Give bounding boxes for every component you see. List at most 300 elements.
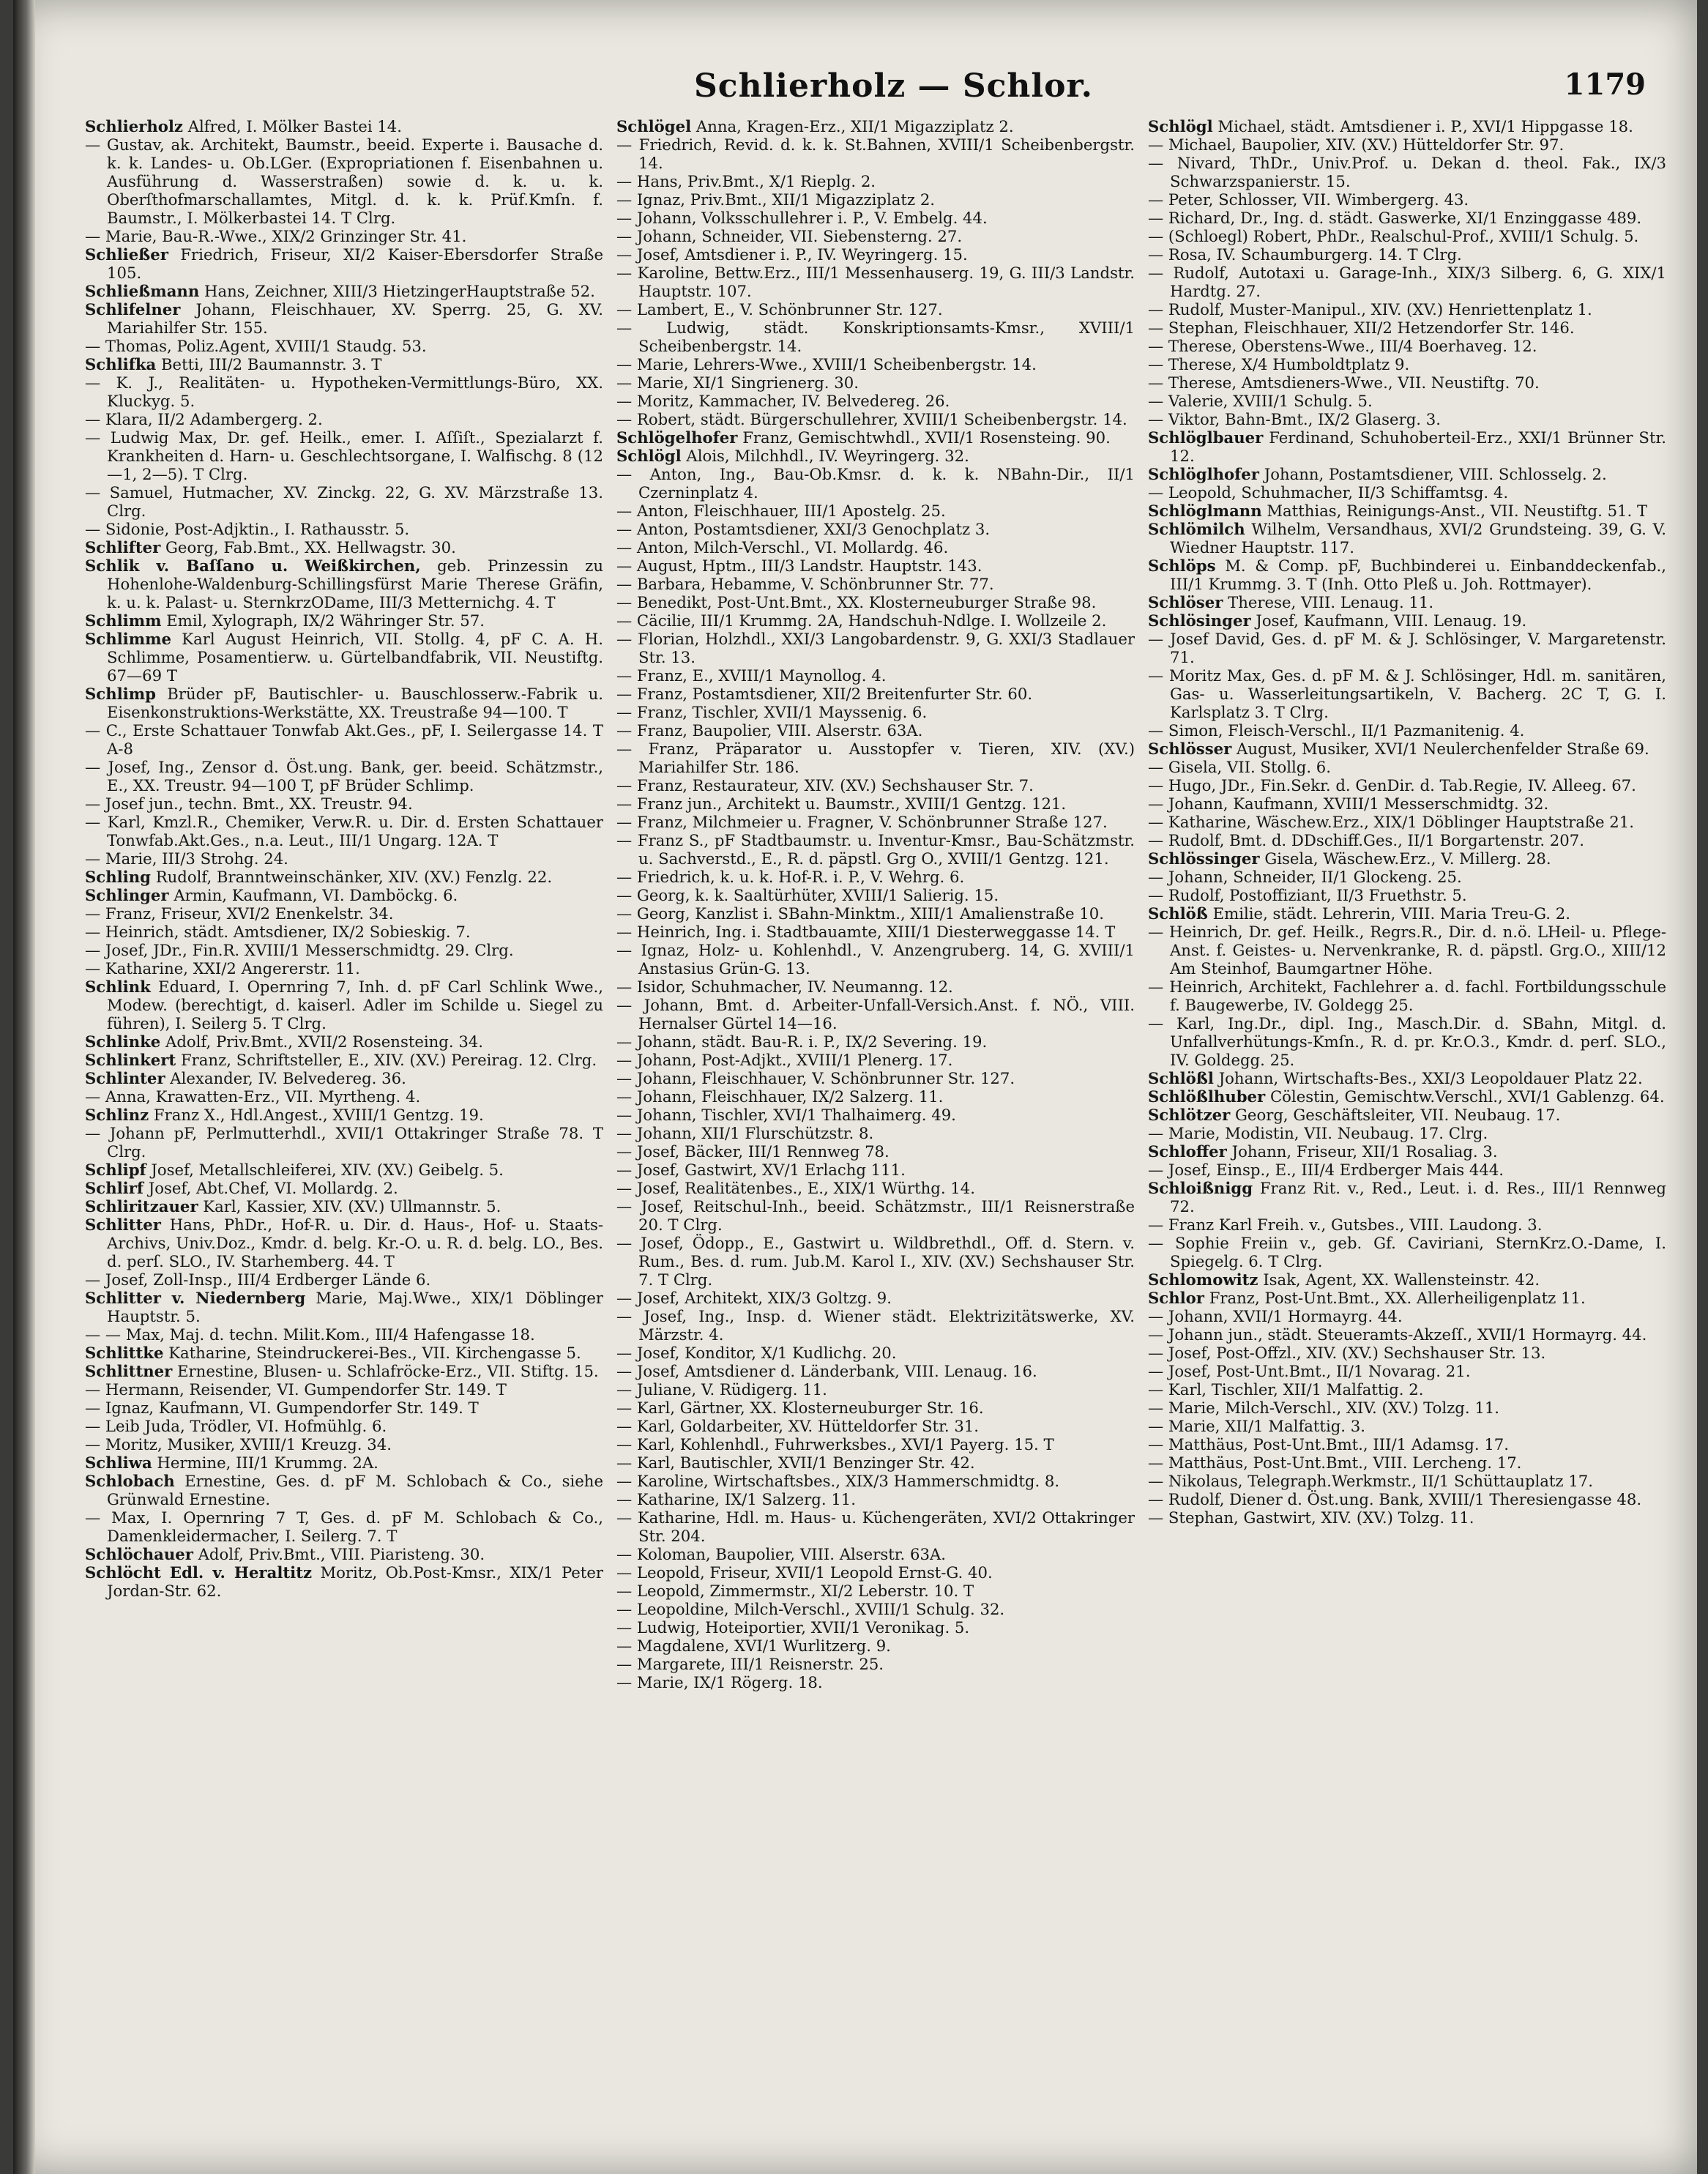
entry-details: — Johann, städt. Bau-R. i. P., IX/2 Severing. 19. bbox=[616, 1032, 988, 1051]
directory-entry bbox=[1148, 666, 1666, 721]
directory-entry bbox=[616, 1051, 1135, 1069]
directory-entry bbox=[1148, 1380, 1666, 1399]
directory-entry bbox=[616, 447, 1135, 465]
entry-details: — Johann, Kaufmann, XVIII/1 Messerschmidtg. 32. bbox=[1148, 794, 1549, 813]
directory-entry bbox=[85, 1435, 603, 1453]
directory-entry bbox=[616, 428, 1135, 447]
directory-entry bbox=[616, 172, 1135, 190]
entry-surname: Schlinke bbox=[85, 1032, 161, 1051]
directory-entry bbox=[1148, 227, 1666, 245]
entry-surname: Schlitter v. Niedernberg bbox=[85, 1289, 306, 1307]
entry-details: — Franz, Tischler, XVII/1 Mayssenig. 6. bbox=[616, 703, 928, 721]
entry-details: — Anton, Ing., Bau-Ob.Kmsr. d. k. k. NBahn-Dir., II/1 Czerninplatz 4. bbox=[616, 465, 1135, 502]
entry-details: — Anton, Postamtsdiener, XXI/3 Genochplatz 3. bbox=[616, 520, 991, 538]
entry-details: — August, Hptm., III/3 Landstr. Hauptstr. 143. bbox=[616, 556, 982, 575]
entry-details: — K. J., Realitäten- u. Hypotheken-Vermittlungs-Büro, XX. Kluckyg. 5. bbox=[85, 373, 603, 410]
directory-entry bbox=[1148, 1344, 1666, 1362]
entry-surname: Schlimp bbox=[85, 685, 156, 703]
directory-entry bbox=[1148, 465, 1666, 483]
entry-details: — Johann jun., städt. Steueramts-Akzeſſ., XVII/1 Hormayrg. 44. bbox=[1148, 1325, 1647, 1344]
directory-entry bbox=[1148, 483, 1666, 502]
entry-details: — Max, I. Opernring 7 T, Ges. d. pF M. Schlobach & Co., Damenkleidermacher, I. Seilerg. 7. T bbox=[85, 1508, 603, 1545]
directory-entry bbox=[1148, 556, 1666, 593]
column-middle bbox=[616, 117, 1135, 2138]
directory-entry bbox=[85, 428, 603, 483]
directory-entry bbox=[85, 1124, 603, 1161]
entry-details: Brüder pF, Bautischler- u. Bauschlosserw.-Fabrik u. Eisenkonstruktions-Werkstätte, XX. Treustraße 94—100. T bbox=[107, 685, 603, 721]
directory-entry bbox=[1148, 593, 1666, 611]
entry-details: Georg, Geschäftsleiter, VII. Neubaug. 17. bbox=[1235, 1106, 1561, 1124]
entry-details: — Josef, Post-Unt.Bmt., II/1 Novarag. 21. bbox=[1148, 1362, 1471, 1380]
entry-details: — Karoline, Bettw.Erz., III/1 Messenhauserg. 19, G. III/3 Landstr. Hauptstr. 107. bbox=[616, 264, 1135, 300]
entry-details: — Richard, Dr., Ing. d. städt. Gaswerke, XI/1 Enzinggasse 489. bbox=[1148, 209, 1642, 227]
directory-entry bbox=[1148, 355, 1666, 373]
entry-details: — Rudolf, Bmt. d. DDschiff.Ges., II/1 Borgartenstr. 207. bbox=[1148, 831, 1584, 849]
entry-details: — Leib Juda, Trödler, VI. Hofmühlg. 6. bbox=[85, 1417, 387, 1435]
directory-entry bbox=[1148, 1490, 1666, 1508]
entry-surname: Schlifelner bbox=[85, 300, 181, 319]
directory-entry bbox=[616, 1344, 1135, 1362]
directory-entry bbox=[85, 1417, 603, 1435]
directory-entry bbox=[85, 721, 603, 758]
directory-entry bbox=[1148, 1362, 1666, 1380]
directory-entry bbox=[616, 813, 1135, 831]
entry-details: — Franz, E., XVIII/1 Maynollog. 4. bbox=[616, 666, 887, 685]
directory-entry bbox=[616, 1197, 1135, 1234]
directory-entry bbox=[1148, 813, 1666, 831]
directory-entry bbox=[85, 282, 603, 300]
entry-surname: Schlöglmann bbox=[1148, 502, 1262, 520]
directory-entry bbox=[616, 721, 1135, 740]
entry-details: — Leopoldine, Milch-Verschl., XVIII/1 Schulg. 32. bbox=[616, 1600, 1005, 1618]
entry-details: — Josef, Einsp., E., III/4 Erdberger Mais 444. bbox=[1148, 1161, 1504, 1179]
directory-entry bbox=[616, 227, 1135, 245]
directory-entry bbox=[1148, 831, 1666, 849]
directory-entry bbox=[1148, 1325, 1666, 1344]
entry-details: — Marie, Modistin, VII. Neubaug. 17. Clrg. bbox=[1148, 1124, 1488, 1142]
entry-details: — Josef, Zoll-Insp., III/4 Erdberger Lände 6. bbox=[85, 1270, 431, 1289]
directory-entry bbox=[85, 849, 603, 868]
entry-details: — Barbara, Hebamme, V. Schönbrunner Str. 77. bbox=[616, 575, 994, 593]
directory-entry bbox=[1148, 1508, 1666, 1527]
directory-entry bbox=[616, 1399, 1135, 1417]
directory-entry bbox=[1148, 1472, 1666, 1490]
entry-surname: Schlögl bbox=[1148, 117, 1213, 135]
entry-details: — Josef jun., techn. Bmt., XX. Treustr. 94. bbox=[85, 794, 413, 813]
directory-entry bbox=[85, 794, 603, 813]
entry-details: — Hans, Priv.Bmt., X/1 Rieplg. 2. bbox=[616, 172, 876, 190]
entry-details: Gisela, Wäschew.Erz., V. Millerg. 28. bbox=[1264, 849, 1551, 868]
entry-details: — Juliane, V. Rüdigerg. 11. bbox=[616, 1380, 827, 1399]
directory-entry bbox=[616, 1307, 1135, 1344]
entry-details: — Nikolaus, Telegraph.Werkmstr., II/1 Schüttauplatz 17. bbox=[1148, 1472, 1594, 1490]
entry-details: Johann, Wirtschafts-Bes., XXI/3 Leopoldauer Platz 22. bbox=[1218, 1069, 1643, 1087]
entry-details: — Marie, III/3 Strohg. 24. bbox=[85, 849, 288, 868]
entry-surname: Schlink bbox=[85, 978, 151, 996]
directory-entry bbox=[616, 923, 1135, 941]
entry-details: — Georg, k. k. Saaltürhüter, XVIII/1 Salierig. 15. bbox=[616, 886, 999, 904]
directory-entry bbox=[85, 1453, 603, 1472]
directory-entry bbox=[85, 685, 603, 721]
directory-entry bbox=[616, 776, 1135, 794]
entry-details: Josef, Kaufmann, VIII. Lenaug. 19. bbox=[1256, 611, 1527, 630]
directory-entry bbox=[616, 355, 1135, 373]
entry-details: — Ludwig, Hoteiportier, XVII/1 Veronikag. 5. bbox=[616, 1618, 970, 1637]
directory-entry bbox=[616, 685, 1135, 703]
directory-entry bbox=[1148, 849, 1666, 868]
entry-details: Johann, Postamtsdiener, VIII. Schlosselg. 2. bbox=[1264, 465, 1607, 483]
entry-details: Adolf, Priv.Bmt., VIII. Piaristeng. 30. bbox=[198, 1545, 485, 1563]
running-title: Schlierholz — Schlor. bbox=[694, 67, 1093, 105]
directory-entry bbox=[616, 996, 1135, 1032]
entry-details: — Anton, Fleischhauer, III/1 Apostelg. 25. bbox=[616, 502, 946, 520]
directory-entry bbox=[85, 1362, 603, 1380]
directory-entry bbox=[616, 300, 1135, 319]
column-left bbox=[85, 117, 603, 2138]
directory-entry bbox=[1148, 300, 1666, 319]
entry-details: Therese, VIII. Lenaug. 11. bbox=[1228, 593, 1434, 611]
directory-entry bbox=[85, 1545, 603, 1563]
entry-details: — Johann, Fleischhauer, V. Schönbrunner Str. 127. bbox=[616, 1069, 1015, 1087]
entry-details: — Koloman, Baupolier, VIII. Alserstr. 63A. bbox=[616, 1545, 946, 1563]
entry-details: — Marie, Lehrers-Wwe., XVIII/1 Scheibenbergstr. 14. bbox=[616, 355, 1037, 373]
entry-details: — Benedikt, Post-Unt.Bmt., XX. Klosterneuburger Straße 98. bbox=[616, 593, 1097, 611]
entry-details: — Heinrich, Ing. i. Stadtbauamte, XIII/1 Diesterweggasse 14. T bbox=[616, 923, 1116, 941]
directory-entry bbox=[1148, 1417, 1666, 1435]
entry-surname: Schlirf bbox=[85, 1179, 143, 1197]
page-header bbox=[13, 59, 1697, 117]
directory-entry bbox=[85, 373, 603, 410]
directory-entry bbox=[616, 630, 1135, 666]
directory-entry bbox=[85, 538, 603, 556]
directory-entry bbox=[1148, 1399, 1666, 1417]
directory-entry bbox=[1148, 1270, 1666, 1289]
entry-details: — Magdalene, XVI/1 Wurlitzerg. 9. bbox=[616, 1637, 891, 1655]
directory-entry bbox=[616, 593, 1135, 611]
directory-entry bbox=[616, 1234, 1135, 1289]
entry-details: — Karl, Tischler, XII/1 Malfattig. 2. bbox=[1148, 1380, 1424, 1399]
entry-details: — Klara, II/2 Adambergerg. 2. bbox=[85, 410, 323, 428]
directory-entry bbox=[85, 1325, 603, 1344]
entry-details: Rudolf, Branntweinschänker, XIV. (XV.) Fenzlg. 22. bbox=[155, 868, 553, 886]
entry-surname: Schlierholz bbox=[85, 117, 183, 135]
directory-entry bbox=[1148, 245, 1666, 264]
entry-details: Alois, Milchhdl., IV. Weyringerg. 32. bbox=[686, 447, 969, 465]
entry-surname: Schlögel bbox=[616, 117, 692, 135]
directory-entry bbox=[85, 1508, 603, 1545]
entry-details: — Samuel, Hutmacher, XV. Zinckg. 22, G. XV. Märzstraße 13. Clrg. bbox=[85, 483, 603, 520]
directory-entry bbox=[85, 1344, 603, 1362]
directory-entry bbox=[616, 868, 1135, 886]
entry-details: Emilie, städt. Lehrerin, VIII. Maria Treu-G. 2. bbox=[1212, 904, 1570, 923]
entry-details: — Ludwig Max, Dr. gef. Heilk., emer. I. Aſſiſt., Spezialarzt f. Krankheiten d. Harn- u. Geschlechtsorgane, I. Walfischg. 8 (12—1, 2—5). T Clrg. bbox=[85, 428, 603, 483]
entry-details: — C., Erste Schattauer Tonwfab Akt.Ges., pF, I. Seilergasse 14. T A-8 bbox=[85, 721, 603, 758]
entry-details: — Heinrich, Dr. gef. Heilk., Regrs.R., Dir. d. n.ö. LHeil- u. Pflege-Anst. f. Geistes- u. Nervenkranke, R. d. päpstl. Grg.O., XIII/12 Am Steinhof, Baumgartner Höhe. bbox=[1148, 923, 1666, 978]
entry-details: — Thomas, Poliz.Agent, XVIII/1 Staudg. 53. bbox=[85, 337, 427, 355]
entry-details: — Josef, Post-Offzl., XIV. (XV.) Sechshauser Str. 13. bbox=[1148, 1344, 1546, 1362]
entry-details: — Franz, Baupolier, VIII. Alserstr. 63A. bbox=[616, 721, 923, 740]
directory-entry bbox=[85, 300, 603, 337]
entry-surname: Schlöser bbox=[1148, 593, 1223, 611]
directory-entry bbox=[85, 1179, 603, 1197]
entry-details: — Johann, Tischler, XVI/1 Thalhaimerg. 49. bbox=[616, 1106, 956, 1124]
directory-entry bbox=[616, 245, 1135, 264]
directory-entry bbox=[616, 886, 1135, 904]
directory-entry bbox=[1148, 117, 1666, 135]
directory-entry bbox=[85, 1051, 603, 1069]
directory-entry bbox=[1148, 154, 1666, 190]
entry-surname: Schliritzauer bbox=[85, 1197, 198, 1216]
entry-surname: Schlinger bbox=[85, 886, 169, 904]
entry-details: — Ignaz, Kaufmann, VI. Gumpendorfer Str. 149. T bbox=[85, 1399, 479, 1417]
entry-details: Eduard, I. Opernring 7, Inh. d. pF Carl Schlink Wwe., Modew. (berechtigt, d. kaiserl. Adler im Schilde u. Siegel zu führen), I. Seilerg 5. T Clrg. bbox=[107, 978, 603, 1032]
directory-entry bbox=[1148, 868, 1666, 886]
entry-details: — Michael, Baupolier, XIV. (XV.) Hütteldorfer Str. 97. bbox=[1148, 135, 1565, 154]
entry-details: Hans, Zeichner, XIII/3 HietzingerHauptstraße 52. bbox=[204, 282, 595, 300]
directory-entry bbox=[616, 978, 1135, 996]
entry-details: — Josef, Architekt, XIX/3 Goltzg. 9. bbox=[616, 1289, 892, 1307]
directory-entry bbox=[616, 1600, 1135, 1618]
directory-entry bbox=[616, 1417, 1135, 1435]
directory-entry bbox=[616, 520, 1135, 538]
page-number: 1179 bbox=[1564, 67, 1646, 102]
entry-details: Isak, Agent, XX. Wallensteinstr. 42. bbox=[1263, 1270, 1540, 1289]
directory-entry bbox=[616, 1032, 1135, 1051]
entry-details: — Leopold, Friseur, XVII/1 Leopold Ernst-G. 40. bbox=[616, 1563, 993, 1582]
directory-entry bbox=[85, 959, 603, 978]
directory-entry bbox=[1148, 758, 1666, 776]
directory-entry bbox=[85, 1289, 603, 1325]
entry-details: Franz, Gemischtwhdl., XVII/1 Rosensteing. 90. bbox=[742, 428, 1111, 447]
entry-details: August, Musiker, XVI/1 Neulerchenfelder Straße 69. bbox=[1237, 740, 1649, 758]
directory-entry bbox=[616, 1124, 1135, 1142]
entry-details: — Cäcilie, III/1 Krummg. 2A, Handschuh-Ndlge. I. Wollzeile 2. bbox=[616, 611, 1107, 630]
directory-entry bbox=[616, 831, 1135, 868]
entry-details: — Georg, Kanzlist i. SBahn-Minktm., XIII/1 Amalienstraße 10. bbox=[616, 904, 1104, 923]
entry-details: — Marie, Milch-Verschl., XIV. (XV.) Tolzg. 11. bbox=[1148, 1399, 1500, 1417]
entry-details: — Isidor, Schuhmacher, IV. Neumanng. 12. bbox=[616, 978, 953, 996]
column-right bbox=[1148, 117, 1666, 2138]
directory-entry bbox=[1148, 904, 1666, 923]
directory-page bbox=[13, 0, 1697, 2174]
directory-entry bbox=[1148, 1289, 1666, 1307]
entry-details: — Ludwig, städt. Konskriptionsamts-Kmsr., XVIII/1 Scheibenbergstr. 14. bbox=[616, 319, 1135, 355]
directory-entry bbox=[85, 1197, 603, 1216]
entry-details: — Karl, Gärtner, XX. Klosterneuburger Str. 16. bbox=[616, 1399, 984, 1417]
directory-entry bbox=[85, 941, 603, 959]
entry-surname: Schlinter bbox=[85, 1069, 165, 1087]
entry-details: — Johann, Bmt. d. Arbeiter-Unfall-Versich.Anst. f. NÖ., VIII. Hernalser Gürtel 14—16. bbox=[616, 996, 1135, 1032]
entry-details: — Josef, Gastwirt, XV/1 Erlachg 111. bbox=[616, 1161, 906, 1179]
entry-details: — Peter, Schlosser, VII. Wimbergerg. 43. bbox=[1148, 190, 1469, 209]
entry-details: — Josef, Amtsdiener i. P., IV. Weyringerg. 15. bbox=[616, 245, 968, 264]
entry-details: — Marie, Bau-R.-Wwe., XIX/2 Grinzinger Str. 41. bbox=[85, 227, 467, 245]
entry-details: — Rudolf, Muster-Manipul., XIV. (XV.) Henriettenplatz 1. bbox=[1148, 300, 1592, 319]
entry-surname: Schlitter bbox=[85, 1216, 161, 1234]
page-binding-edge bbox=[13, 0, 35, 2174]
directory-entry bbox=[85, 227, 603, 245]
entry-surname: Schlöglbauer bbox=[1148, 428, 1264, 447]
entry-details: Anna, Kragen-Erz., XII/1 Migazziplatz 2. bbox=[695, 117, 1014, 135]
directory-entry bbox=[85, 1472, 603, 1508]
entry-details: — Franz, Postamtsdiener, XII/2 Breitenfurter Str. 60. bbox=[616, 685, 1033, 703]
entry-details: — Friedrich, Revid. d. k. k. St.Bahnen, XVIII/1 Scheibenbergstr. 14. bbox=[616, 135, 1135, 172]
entry-details: — Josef David, Ges. d. pF M. & J. Schlösinger, V. Margaretenstr. 71. bbox=[1148, 630, 1666, 666]
entry-details: Franz, Post-Unt.Bmt., XX. Allerheiligenplatz 11. bbox=[1209, 1289, 1586, 1307]
directory-entry bbox=[85, 886, 603, 904]
directory-entry bbox=[616, 1106, 1135, 1124]
entry-surname: Schlöß bbox=[1148, 904, 1208, 923]
entry-surname: Schlinz bbox=[85, 1106, 149, 1124]
directory-entry bbox=[616, 1637, 1135, 1655]
entry-details: — Marie, XII/1 Malfattig. 3. bbox=[1148, 1417, 1365, 1435]
entry-details: — Johann, XVII/1 Hormayrg. 44. bbox=[1148, 1307, 1403, 1325]
entry-details: Karl August Heinrich, VII. Stollg. 4, pF C. A. H. Schlimme, Posamentierw. u. Gürtelbandfabrik, VII. Neustiftg. 67—69 T bbox=[107, 630, 603, 685]
directory-entry bbox=[1148, 1142, 1666, 1161]
directory-entry bbox=[85, 1069, 603, 1087]
directory-entry bbox=[616, 190, 1135, 209]
entry-details: — Friedrich, k. u. k. Hof-R. i. P., V. Wehrg. 6. bbox=[616, 868, 965, 886]
entry-surname: Schlifter bbox=[85, 538, 161, 556]
directory-entry bbox=[616, 117, 1135, 135]
entry-details: — Josef, Ing., Zensor d. Öst.ung. Bank, ger. beeid. Schätzmstr., E., XX. Treustr. 94—100 T, pF Brüder Schlimp. bbox=[85, 758, 603, 794]
entry-details: — Franz, Milchmeier u. Fragner, V. Schönbrunner Straße 127. bbox=[616, 813, 1108, 831]
directory-entry bbox=[85, 1270, 603, 1289]
entry-details: geb. Prinzessin zu Hohenlohe-Waldenburg-Schillingsfürst Marie Therese Gräfin, k. u. k. Palast- u. SternkrzODame, III/3 Metternichg. 4. T bbox=[107, 556, 603, 611]
entry-details: Katharine, Steindruckerei-Bes., VII. Kirchengasse 5. bbox=[168, 1344, 581, 1362]
entry-details: — Valerie, XVIII/1 Schulg. 5. bbox=[1148, 392, 1373, 410]
entry-details: — Ignaz, Holz- u. Kohlenhdl., V. Anzengruberg. 14, G. XVIII/1 Anstasius Grün-G. 13. bbox=[616, 941, 1135, 978]
directory-entry bbox=[85, 1032, 603, 1051]
directory-entry bbox=[1148, 135, 1666, 154]
entry-surname: Schlimm bbox=[85, 611, 162, 630]
entry-details: Franz Rit. v., Red., Leut. i. d. Res., III/1 Rennweg 72. bbox=[1170, 1179, 1666, 1216]
entry-details: Friedrich, Friseur, XI/2 Kaiser-Ebersdorfer Straße 105. bbox=[107, 245, 603, 282]
entry-details: — Josef, Konditor, X/1 Kudlichg. 20. bbox=[616, 1344, 897, 1362]
directory-entry bbox=[616, 1069, 1135, 1087]
directory-entry bbox=[1148, 428, 1666, 465]
entry-details: — Heinrich, Architekt, Fachlehrer a. d. fachl. Fortbildungsschule f. Baugewerbe, IV. Goldegg 25. bbox=[1148, 978, 1666, 1014]
entry-surname: Schließmann bbox=[85, 282, 200, 300]
entry-surname: Schlössinger bbox=[1148, 849, 1260, 868]
entry-details: — Katharine, IX/1 Salzerg. 11. bbox=[616, 1490, 857, 1508]
entry-details: Armin, Kaufmann, VI. Damböckg. 6. bbox=[174, 886, 458, 904]
directory-entry bbox=[85, 117, 603, 135]
entry-details: Betti, III/2 Baumannstr. 3. T bbox=[160, 355, 382, 373]
directory-entry bbox=[1148, 1161, 1666, 1179]
directory-entry bbox=[616, 264, 1135, 300]
entry-surname: Schlimme bbox=[85, 630, 172, 648]
entry-surname: Schlößl bbox=[1148, 1069, 1214, 1087]
directory-entry bbox=[616, 502, 1135, 520]
directory-entry bbox=[616, 319, 1135, 355]
entry-details: — Josef, Realitätenbes., E., XIX/1 Würthg. 14. bbox=[616, 1179, 975, 1197]
entry-details: — Rosa, IV. Schaumburgerg. 14. T Clrg. bbox=[1148, 245, 1462, 264]
entry-details: Wilhelm, Versandhaus, XVI/2 Grundsteing. 39, G. V. Wiedner Hauptstr. 117. bbox=[1170, 520, 1666, 556]
entry-details: Ernestine, Blusen- u. Schlafröcke-Erz., VII. Stiftg. 15. bbox=[177, 1362, 599, 1380]
entry-details: — Therese, X/4 Humboldtplatz 9. bbox=[1148, 355, 1410, 373]
entry-details: Josef, Metallschleiferei, XIV. (XV.) Geibelg. 5. bbox=[151, 1161, 504, 1179]
directory-entry bbox=[616, 1582, 1135, 1600]
entry-surname: Schlötzer bbox=[1148, 1106, 1231, 1124]
entry-details: — Karl, Ing.Dr., dipl. Ing., Masch.Dir. d. SBahn, Mitgl. d. Unfallverhütungs-Kmſn., R. d. pr. Kr.O.3., Kmdr. d. perſ. SLO., IV. Goldegg. 25. bbox=[1148, 1014, 1666, 1069]
directory-entry bbox=[85, 611, 603, 630]
directory-entry bbox=[1148, 886, 1666, 904]
entry-details: — Franz jun., Architekt u. Baumstr., XVIII/1 Gentzg. 121. bbox=[616, 794, 1067, 813]
directory-entry bbox=[616, 904, 1135, 923]
directory-entry bbox=[1148, 410, 1666, 428]
directory-entry bbox=[85, 978, 603, 1032]
directory-entry bbox=[1148, 373, 1666, 392]
entry-surname: Schlöchauer bbox=[85, 1545, 193, 1563]
entry-surname: Schlöglhofer bbox=[1148, 465, 1259, 483]
directory-entry bbox=[1148, 1069, 1666, 1087]
entry-details: Johann, Fleischhauer, XV. Sperrg. 25, G. XV. Mariahilfer Str. 155. bbox=[107, 300, 603, 337]
entry-details: — Katharine, Hdl. m. Haus- u. Küchengeräten, XVI/2 Ottakringer Str. 204. bbox=[616, 1508, 1135, 1545]
directory-entry bbox=[616, 1289, 1135, 1307]
directory-entry bbox=[616, 1472, 1135, 1490]
directory-entry bbox=[616, 1453, 1135, 1472]
directory-entry bbox=[85, 355, 603, 373]
entry-surname: Schlösser bbox=[1148, 740, 1232, 758]
directory-entry bbox=[616, 941, 1135, 978]
directory-entry bbox=[616, 703, 1135, 721]
entry-details: — Sidonie, Post-Adjktin., I. Rathausstr. 5. bbox=[85, 520, 410, 538]
directory-entry bbox=[1148, 209, 1666, 227]
entry-details: Ferdinand, Schuhoberteil-Erz., XXI/1 Brünner Str. 12. bbox=[1170, 428, 1666, 465]
entry-details: Alfred, I. Mölker Bastei 14. bbox=[187, 117, 402, 135]
directory-entry bbox=[616, 410, 1135, 428]
directory-entry bbox=[85, 630, 603, 685]
entry-details: Josef, Abt.Chef, VI. Mollardg. 2. bbox=[148, 1179, 398, 1197]
entry-details: Moritz, Ob.Post-Kmsr., XIX/1 Peter Jordan-Str. 62. bbox=[107, 1563, 603, 1600]
directory-entry bbox=[1148, 1179, 1666, 1216]
directory-entry bbox=[1148, 1106, 1666, 1124]
entry-details: — Moritz, Kammacher, IV. Belvedereg. 26. bbox=[616, 392, 950, 410]
entry-details: — Franz, Restaurateur, XIV. (XV.) Sechshauser Str. 7. bbox=[616, 776, 1034, 794]
directory-entry bbox=[616, 1563, 1135, 1582]
directory-entry bbox=[85, 1106, 603, 1124]
entry-details: Matthias, Reinigungs-Anst., VII. Neustiftg. 51. T bbox=[1267, 502, 1648, 520]
directory-entry bbox=[616, 465, 1135, 502]
directory-entry bbox=[85, 923, 603, 941]
entry-details: — Margarete, III/1 Reisnerstr. 25. bbox=[616, 1655, 884, 1673]
entry-surname: Schloffer bbox=[1148, 1142, 1227, 1161]
directory-columns bbox=[85, 117, 1666, 2138]
directory-entry bbox=[1148, 923, 1666, 978]
directory-entry bbox=[85, 245, 603, 282]
directory-entry bbox=[1148, 502, 1666, 520]
directory-entry bbox=[1148, 264, 1666, 300]
directory-entry bbox=[616, 135, 1135, 172]
entry-details: — Karoline, Wirtschaftsbes., XIX/3 Hammerschmidtg. 8. bbox=[616, 1472, 1060, 1490]
directory-entry bbox=[85, 337, 603, 355]
entry-details: — Leopold, Zimmermstr., XI/2 Leberstr. 10. T bbox=[616, 1582, 974, 1600]
entry-details: — Marie, IX/1 Rögerg. 18. bbox=[616, 1673, 823, 1691]
entry-details: — Johann pF, Perlmutterhdl., XVII/1 Ottakringer Straße 78. T Clrg. bbox=[85, 1124, 603, 1161]
entry-details: — Johann, Schneider, VII. Siebensterng. 27. bbox=[616, 227, 963, 245]
directory-entry bbox=[85, 904, 603, 923]
entry-details: — Heinrich, städt. Amtsdiener, IX/2 Sobieskig. 7. bbox=[85, 923, 471, 941]
entry-details: — Josef, Ing., Insp. d. Wiener städt. Elektrizitätswerke, XV. Märzstr. 4. bbox=[616, 1307, 1135, 1344]
entry-details: Hans, PhDr., Hof-R. u. Dir. d. Haus-, Hof- u. Staats-Archivs, Univ.Doz., Kmdr. d. belg. Kr.-O. u. R. d. belg. LO., Bes. d. perſ. SLO., IV. Starhemberg. 44. T bbox=[107, 1216, 603, 1270]
directory-entry bbox=[85, 813, 603, 849]
directory-entry bbox=[85, 758, 603, 794]
directory-entry bbox=[1148, 1087, 1666, 1106]
entry-surname: Schlöcht Edl. v. Heraltitz bbox=[85, 1563, 313, 1582]
entry-details: — Hermann, Reisender, VI. Gumpendorfer Str. 149. T bbox=[85, 1380, 507, 1399]
entry-details: Hermine, III/1 Krummg. 2A. bbox=[157, 1453, 378, 1472]
